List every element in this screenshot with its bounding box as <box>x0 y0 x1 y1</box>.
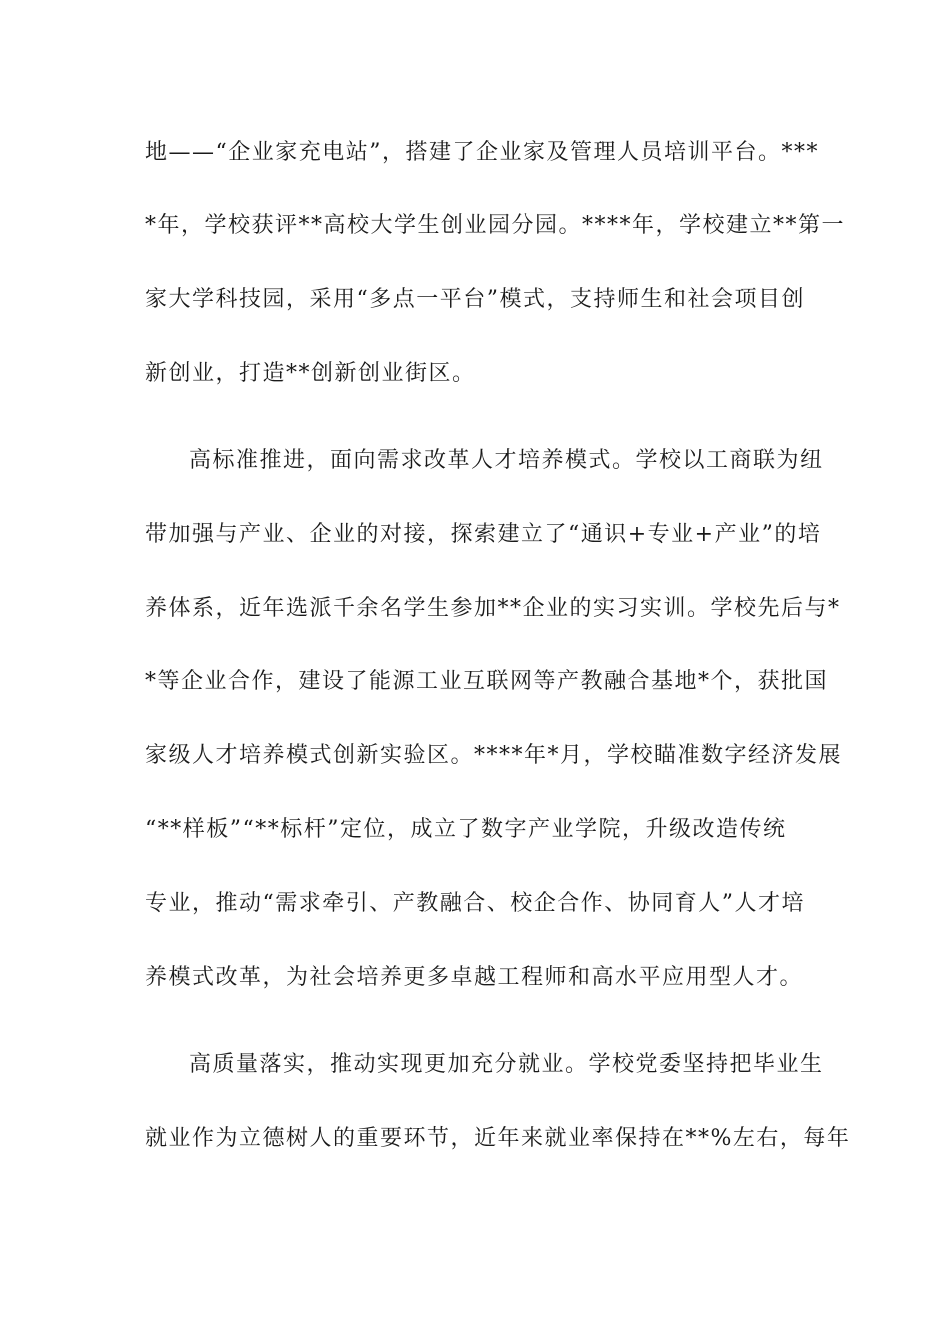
text-line: 带加强与产业、企业的对接，探索建立了“通识+专业+产业”的培 <box>145 522 822 547</box>
text-line: 就业作为立德树人的重要环节，近年来就业率保持在**%左右，每年 <box>145 1126 851 1151</box>
text-line: 家大学科技园，采用“多点一平台”模式，支持师生和社会项目创 <box>145 287 805 312</box>
text-line: *等企业合作，建设了能源工业互联网等产教融合基地*个，获批国 <box>145 669 829 694</box>
text-line: 家级人才培养模式创新实验区。****年*月，学校瞄准数字经济发展 <box>145 743 843 768</box>
text-line: *年，学校获评**高校大学生创业园分园。****年，学校建立**第一 <box>145 213 846 238</box>
text-line: 高标准推进，面向需求改革人才培养模式。学校以工商联为纽 <box>189 448 824 473</box>
text-line: 地——“企业家充电站”，搭建了企业家及管理人员培训平台。*** <box>145 140 819 165</box>
text-line: 专业，推动“需求牵引、产教融合、校企合作、协同育人”人才培 <box>145 891 805 916</box>
text-line: 高质量落实，推动实现更加充分就业。学校党委坚持把毕业生 <box>189 1052 824 1077</box>
text-line: 养体系，近年选派千余名学生参加**企业的实习实训。学校先后与* <box>145 596 841 621</box>
text-line: 新创业，打造**创新创业街区。 <box>145 361 476 386</box>
text-line: “**样板”“**标杆”定位，成立了数字产业学院，升级改造传统 <box>145 817 787 842</box>
text-line: 养模式改革，为社会培养更多卓越工程师和高水平应用型人才。 <box>145 965 804 990</box>
